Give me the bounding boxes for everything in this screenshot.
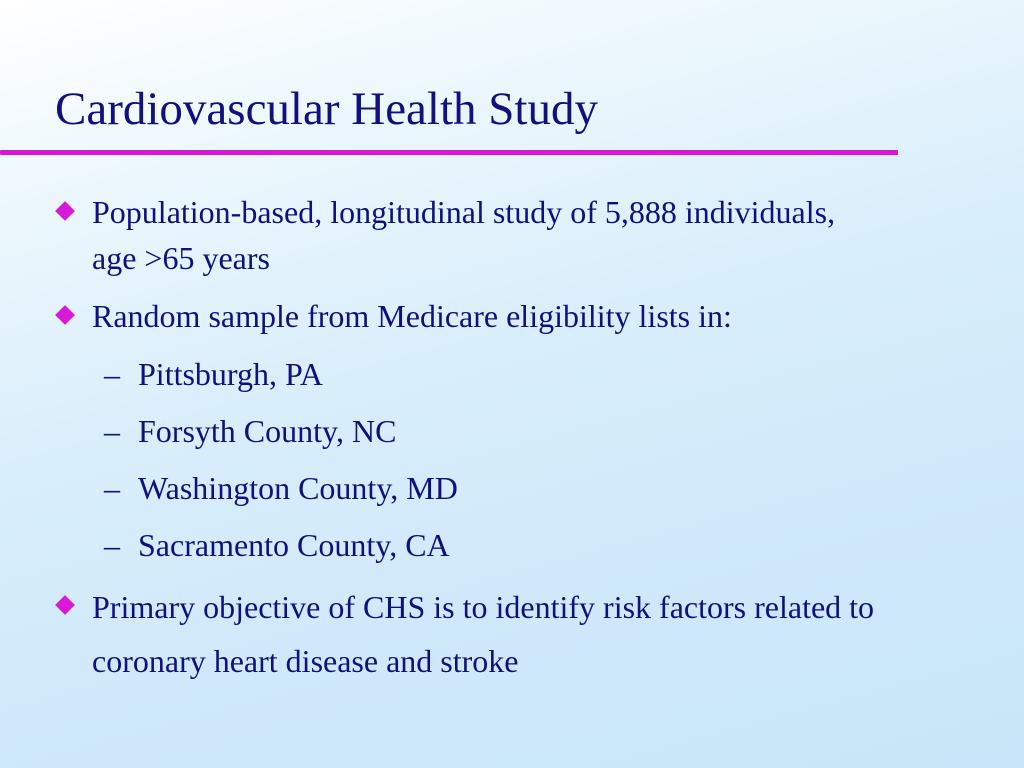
dash-marker: – (104, 413, 120, 449)
sub-item (104, 408, 396, 454)
dash-marker: – (104, 356, 120, 392)
sub-item-text: Pittsburgh, PA (138, 356, 323, 392)
sub-item-text: Sacramento County, CA (138, 527, 450, 563)
bullet-item (92, 189, 872, 281)
sub-item-text: Washington County, MD (138, 470, 458, 506)
dash-marker: – (104, 527, 120, 563)
sub-item (104, 522, 450, 568)
bullet-text: Population-based, longitudinal study of 5,888 individuals, age >65 years (92, 194, 836, 276)
diamond-bullet-icon (55, 595, 75, 615)
sub-item (104, 351, 323, 397)
diamond-bullet-icon (55, 201, 75, 221)
slide-title: Cardiovascular Health Study (55, 83, 598, 135)
bullet-text: Random sample from Medicare eligibility lists in: (92, 298, 732, 334)
bullet-item (92, 580, 922, 688)
bullet-text: Primary objective of CHS is to identify risk factors related to coronary heart disease and stroke (92, 589, 875, 679)
dash-marker: – (104, 470, 120, 506)
sub-item-text: Forsyth County, NC (138, 413, 397, 449)
diamond-bullet-icon (55, 305, 75, 325)
sub-item (104, 465, 458, 511)
title-underline (0, 150, 898, 155)
bullet-item (92, 293, 952, 339)
